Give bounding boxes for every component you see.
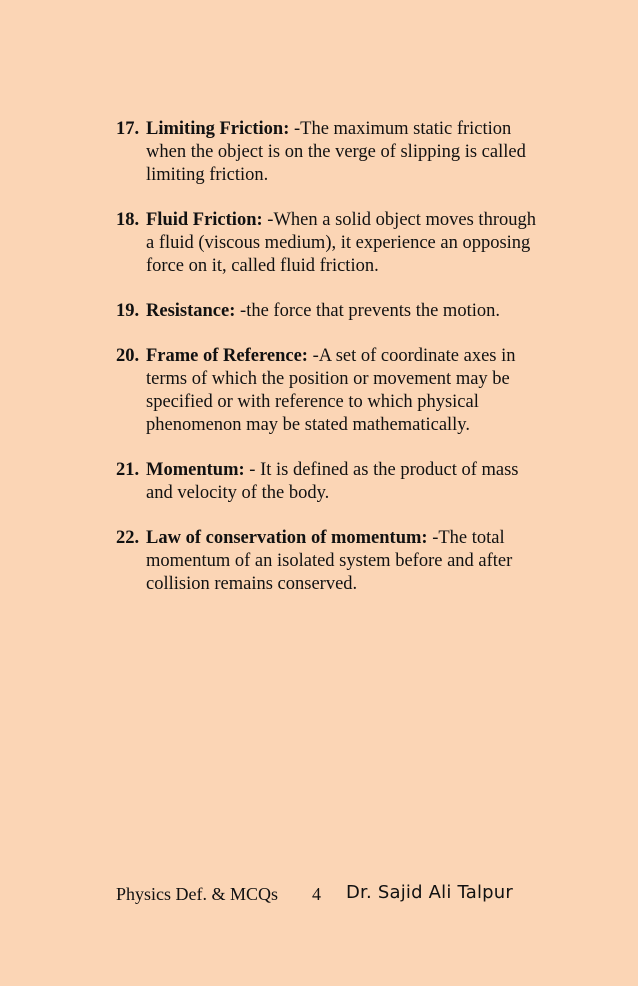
definition-body (146, 527, 536, 596)
definition-body (146, 118, 536, 187)
definition-item (116, 209, 536, 278)
definition-text: -the force that prevents the motion. (235, 301, 500, 321)
footer-author: Dr. Sajid Ali Talpur (346, 882, 513, 903)
definition-item (116, 345, 536, 437)
definitions-list (116, 118, 536, 618)
definition-term: Momentum: (146, 460, 245, 480)
page-footer (116, 882, 536, 908)
definition-body (146, 300, 536, 323)
definition-term: Frame of Reference: (146, 346, 308, 366)
definition-item (116, 527, 536, 596)
definition-number: 22. (116, 528, 140, 548)
footer-book-title: Physics Def. & MCQs (116, 884, 279, 904)
definition-text: -The maximum static friction when the object is on the verge of slipping is called limiting friction. (146, 119, 526, 185)
definition-text: -The total momentum of an isolated system before and after collision remains conserved. (146, 528, 513, 594)
definition-body (146, 459, 536, 505)
definition-number: 21. (116, 460, 140, 480)
definition-body (146, 209, 536, 278)
definition-term: Law of conservation of momentum: (146, 528, 428, 548)
definition-term: Fluid Friction: (146, 210, 263, 230)
definition-term: Resistance: (146, 301, 236, 321)
definition-term: Limiting Friction: (146, 119, 290, 139)
definition-text: -A set of coordinate axes in terms of which the position or movement may be specified or with reference to which physical phenomenon may be stated mathematically. (146, 346, 516, 435)
footer-page-number: 4 (312, 884, 321, 904)
definition-item (116, 118, 536, 187)
definition-item (116, 459, 536, 505)
definition-number: 17. (116, 119, 140, 139)
definition-number: 18. (116, 210, 140, 230)
definition-number: 19. (116, 301, 140, 321)
definition-number: 20. (116, 346, 140, 366)
definition-body (146, 345, 536, 437)
definition-text: - It is defined as the product of mass and velocity of the body. (146, 460, 519, 503)
definition-item (116, 300, 536, 323)
definition-text: -When a solid object moves through a fluid (viscous medium), it experience an opposing force on it, called fluid friction. (146, 210, 536, 276)
